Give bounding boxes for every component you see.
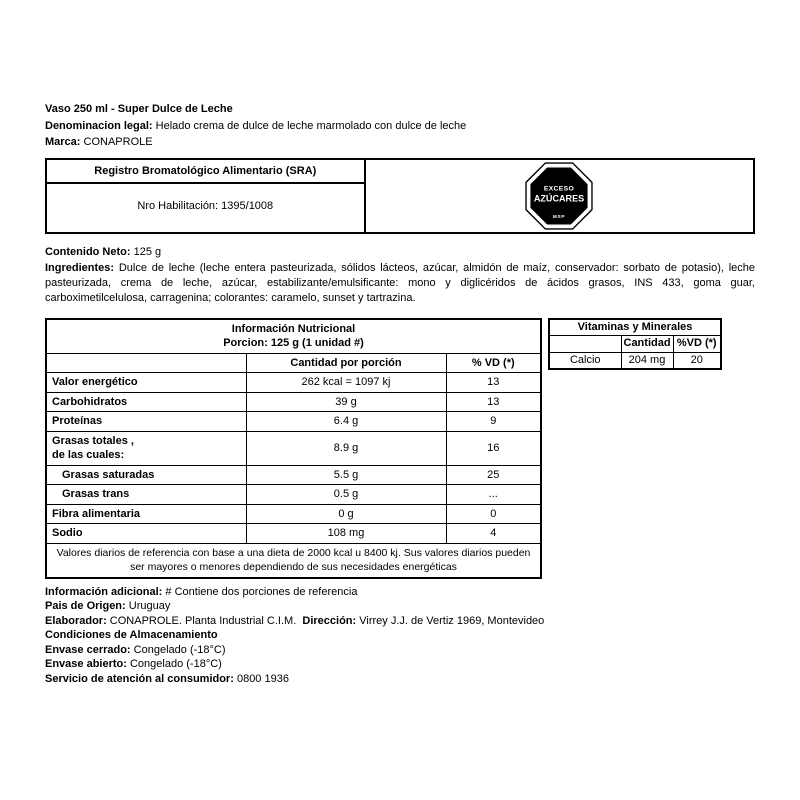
vitamins-title-row: [549, 319, 721, 336]
marca-line: [45, 134, 755, 151]
header-block: [45, 101, 755, 151]
servicio-atencion-value: 0800 1936: [236, 673, 289, 686]
nutrient-amount: 5.5 g: [246, 465, 446, 485]
nutrition-row-valor-energetico: [46, 373, 541, 393]
nutrition-title: Información Nutricional: [231, 322, 356, 335]
marca-label: Marca:: [45, 136, 81, 148]
contenido-neto-line: [45, 244, 755, 260]
warning-seal-wrap: [366, 160, 753, 232]
nutrition-row-proteinas: [46, 412, 541, 432]
servicio-atencion-label: Servicio de atención al consumidor:: [45, 673, 234, 686]
info-adicional-label: Información adicional:: [45, 585, 163, 598]
vitamins-header-vd: %VD (*): [673, 336, 721, 353]
mineral-dv: 20: [673, 352, 721, 369]
nutrition-header-vd: % VD (*): [446, 353, 541, 373]
ingredientes-value: Dulce de leche (leche entera pasteurizada, sólidos lácteos, azúcar, almidón de maíz, conservador: sorbato de potasio), leche pasteurizada, crema de leche, azúcar, estabilizante/emulsificante: mono y diglicéridos de ácidos grasos, INS 433, goma guar, carboximetilcelulosa, carragenina; colorantes: caramelo, sunset y tartrazina.: [45, 261, 756, 304]
registro-header: Registro Bromatológico Alimentario (SRA): [47, 160, 364, 184]
ingredientes-label: Ingredientes:: [45, 261, 115, 274]
nutrition-facts-table: [45, 318, 542, 579]
product-title: Vaso 250 ml - Super Dulce de Leche: [45, 103, 233, 115]
nutrition-row-sodio: [46, 524, 541, 544]
info-adicional-line: [45, 585, 755, 600]
vitamins-title: Vitaminas y Minerales: [549, 319, 721, 336]
exceso-azucares-seal-icon: [525, 162, 593, 230]
nutrition-title-row: [46, 319, 541, 354]
nutrient-label-line2: de las cuales:: [52, 449, 125, 461]
envase-cerrado-label: Envase cerrado:: [45, 643, 131, 656]
nutrient-dv: 4: [446, 524, 541, 544]
nutrition-footnote-row: [46, 543, 541, 578]
servicio-atencion-line: [45, 672, 755, 687]
ingredientes-paragraph: [45, 261, 755, 306]
nutrient-dv: 0: [446, 504, 541, 524]
nutrition-header-row: [46, 353, 541, 373]
registro-box: [45, 158, 755, 234]
elaborador-label: Elaborador:: [45, 614, 107, 627]
nutrient-label-line1: Grasas totales ,: [52, 434, 134, 447]
nutrition-row-carbohidratos: [46, 392, 541, 412]
envase-abierto-label: Envase abierto:: [45, 658, 127, 671]
nutrient-dv: 16: [446, 431, 541, 465]
nutrient-label: Grasas saturadas: [46, 465, 246, 485]
nutrient-dv: 13: [446, 392, 541, 412]
nutrition-row-grasas-saturadas: [46, 465, 541, 485]
elaborador-line: [45, 614, 755, 629]
nutrient-label: Carbohidratos: [46, 392, 246, 412]
nutrient-label: Sodio: [46, 524, 246, 544]
nutrient-amount: 6.4 g: [246, 412, 446, 432]
direccion-label: Dirección:: [302, 614, 357, 627]
nutrient-amount: 0.5 g: [246, 485, 446, 505]
nutrient-amount: 8.9 g: [246, 431, 446, 465]
nutrient-dv: 25: [446, 465, 541, 485]
registro-left-cell: [46, 159, 365, 233]
nutrient-label: Valor energético: [46, 373, 246, 393]
pais-origen-value: Uruguay: [128, 600, 171, 613]
envase-cerrado-line: [45, 643, 755, 658]
vitamins-header-empty-cell: [549, 336, 621, 353]
nutrient-label: Proteínas: [46, 412, 246, 432]
mineral-label: Calcio: [549, 352, 621, 369]
seal-text-msp: MSP: [553, 214, 566, 220]
nutrition-row-fibra: [46, 504, 541, 524]
mineral-amount: 204 mg: [621, 352, 673, 369]
pais-origen-label: Pais de Origen:: [45, 600, 126, 613]
nutrition-row-grasas-totales: [46, 431, 541, 465]
registro-seal-cell: [365, 159, 754, 233]
denominacion-line: [45, 118, 755, 135]
vitamins-header-cantidad: Cantidad: [621, 336, 673, 353]
nutrition-header-empty-cell: [46, 353, 246, 373]
nutrition-header-cantidad: Cantidad por porción: [246, 353, 446, 373]
nutrition-subtitle: Porcion: 125 g (1 unidad #): [223, 337, 364, 349]
nutrient-label: [46, 431, 246, 465]
condiciones-line: Condiciones de Almacenamiento: [45, 629, 218, 642]
nutrient-amount: 108 mg: [246, 524, 446, 544]
nutrition-footnote: Valores diarios de referencia con base a una dieta de 2000 kcal u 8400 kj. Sus valores diarios pueden ser mayores o menores dependiendo de sus necesidades energéticas: [46, 543, 541, 578]
info-adicional-value: # Contiene dos porciones de referencia: [165, 585, 358, 598]
nutrient-label: Grasas trans: [46, 485, 246, 505]
tables-row: [45, 318, 755, 579]
footer-block: [45, 585, 755, 687]
vitamins-row-calcio: [549, 352, 721, 369]
envase-abierto-line: [45, 657, 755, 672]
envase-cerrado-value: Congelado (-18°C): [133, 643, 226, 656]
seal-text-azucares: AZÚCARES: [534, 192, 584, 203]
nutrient-amount: 0 g: [246, 504, 446, 524]
nutrient-dv: 9: [446, 412, 541, 432]
nutrition-row-grasas-trans: [46, 485, 541, 505]
envase-abierto-value: Congelado (-18°C): [129, 658, 222, 671]
nutrient-amount: 39 g: [246, 392, 446, 412]
registro-habilitacion: Nro Habilitación: 1395/1008: [137, 199, 274, 212]
contenido-neto-value: 125 g: [133, 245, 162, 258]
denominacion-value: Helado crema de dulce de leche marmolado con dulce de leche: [155, 119, 467, 132]
denominacion-label: Denominacion legal:: [45, 119, 153, 132]
pais-origen-line: [45, 599, 755, 614]
nutrient-amount: 262 kcal = 1097 kj: [246, 373, 446, 393]
vitamins-header-row: [549, 336, 721, 353]
nutrient-dv: ...: [446, 485, 541, 505]
nutrition-title-cell: [46, 319, 541, 354]
nutrient-dv: 13: [446, 373, 541, 393]
direccion-value: Virrey J.J. de Vertiz 1969, Montevideo: [359, 614, 545, 627]
vitamins-minerals-table: [548, 318, 722, 371]
contenido-neto-label: Contenido Neto:: [45, 245, 131, 258]
elaborador-value: CONAPROLE. Planta Industrial C.I.M.: [109, 614, 297, 627]
nutrient-label: Fibra alimentaria: [46, 504, 246, 524]
seal-text-exceso: EXCESO: [544, 185, 575, 193]
marca-value: CONAPROLE: [83, 136, 153, 148]
